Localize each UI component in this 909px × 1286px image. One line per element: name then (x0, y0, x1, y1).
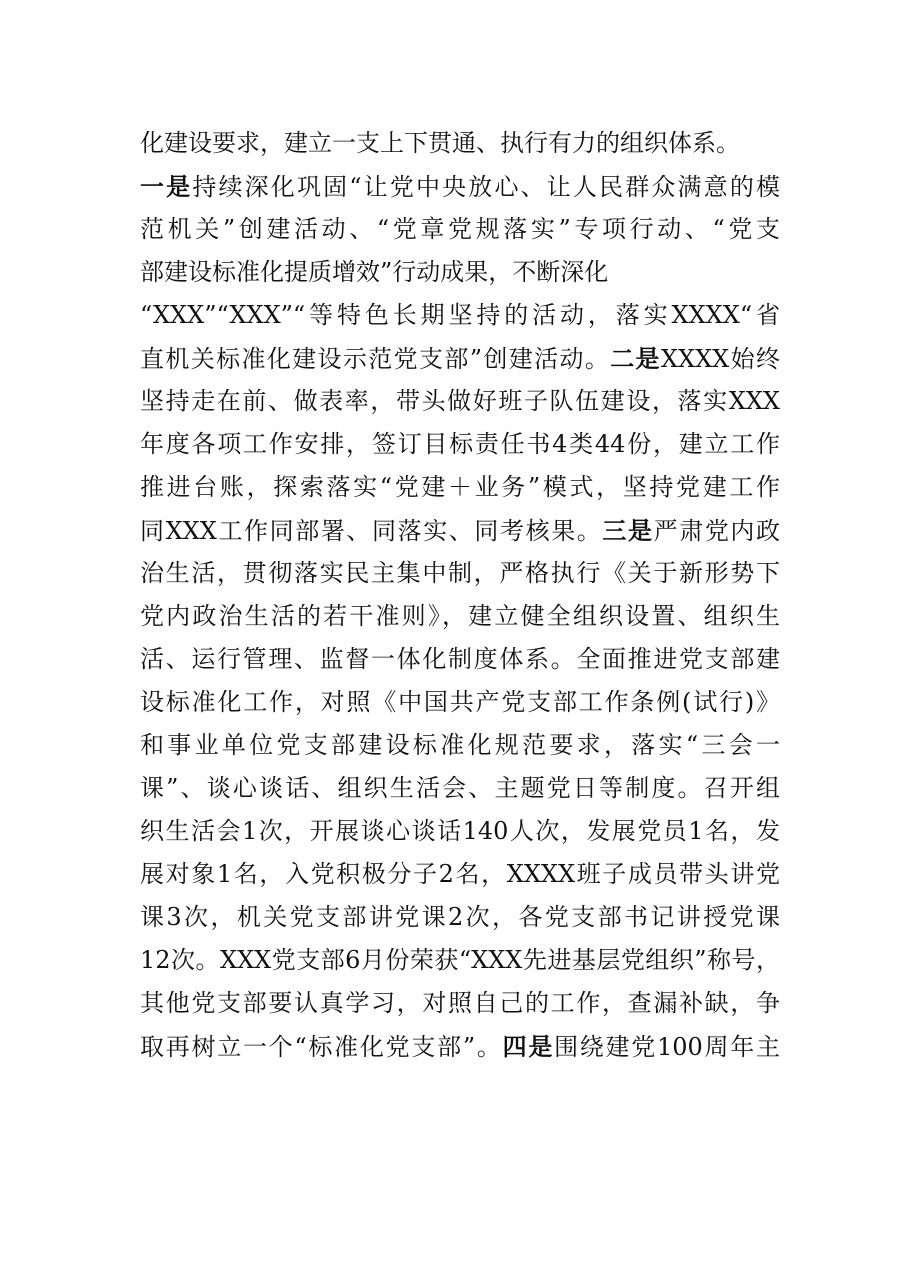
text-line (140, 251, 780, 294)
text-run: 范机关”创建活动、“党章党规落实”专项行动、“党支 (140, 215, 780, 243)
text-line (140, 939, 780, 982)
text-run: 和事业单位党支部建设标准化规范要求，落实“三会一 (140, 731, 780, 759)
text-run: 化建设要求，建立一支上下贯通、执行有力的组织体系。 (140, 129, 740, 157)
bold-run: 四是 (502, 1032, 555, 1061)
bold-run: 二是 (610, 344, 661, 373)
text-run: 推进台账，探索落实“党建＋业务”模式，坚持党建工作 (140, 473, 780, 501)
text-run: 同XXX工作同部署、同落实、同考核果。 (140, 517, 603, 545)
text-line (140, 810, 780, 853)
text-run: 设标准化工作，对照《中国共产党支部工作条例(试行)》 (140, 688, 780, 716)
text-line (140, 380, 780, 423)
text-run: 部建设标准化提质增效”行动成果，不断深化 (140, 258, 609, 286)
bold-run: 一是 (140, 172, 193, 201)
text-line (140, 681, 780, 724)
text-line (140, 466, 780, 509)
text-run: 治生活，贯彻落实民主集中制，严格执行《关于新形势下 (140, 559, 780, 587)
text-line (140, 767, 780, 810)
text-line (140, 208, 780, 251)
text-run: 展对象1名，入党积极分子2名，XXXX班子成员带头讲党 (140, 860, 780, 888)
text-line (140, 1025, 780, 1068)
text-line (140, 638, 780, 681)
text-line (140, 509, 780, 552)
text-run: 课”、谈心谈话、组织生活会、主题党日等制度。召开组 (140, 774, 780, 802)
text-run: 坚持走在前、做表率，带头做好班子队伍建设，落实XXX (140, 387, 780, 415)
text-run: 直机关标准化建设示范党支部”创建活动。 (140, 345, 611, 373)
text-run: 取再树立一个“标准化党支部”。 (140, 1033, 503, 1061)
text-line (140, 982, 780, 1025)
text-line (140, 423, 780, 466)
text-run: 持续深化巩固“让党中央放心、让人民群众满意的模 (192, 173, 780, 201)
text-line (140, 724, 780, 767)
text-run: 12次。XXX党支部6月份荣获“XXX先进基层党组织”称号， (140, 946, 780, 974)
text-run: 党内政治生活的若干准则》，建立健全组织设置、组织生 (140, 602, 780, 630)
text-run: XXXX始终 (660, 345, 780, 373)
text-line (140, 337, 780, 380)
text-run: “XXX”“XXX”“等特色长期坚持的活动，落实XXXX“省 (140, 301, 780, 329)
text-line (140, 853, 780, 896)
text-run: 课3次，机关党支部讲党课2次，各党支部书记讲授党课 (140, 903, 780, 931)
text-run: 年度各项工作安排，签订目标责任书4类44份，建立工作 (140, 430, 780, 458)
text-line (140, 294, 780, 337)
bold-run: 三是 (602, 516, 654, 545)
text-line (140, 896, 780, 939)
body-text (140, 122, 780, 1068)
text-line (140, 165, 780, 208)
text-run: 严肃党内政 (653, 517, 781, 545)
text-run: 织生活会1次，开展谈心谈话140人次，发展党员1名，发 (140, 817, 780, 845)
text-run: 其他党支部要认真学习，对照自己的工作，查漏补缺，争 (140, 989, 780, 1017)
text-line (140, 552, 780, 595)
text-line (140, 122, 780, 165)
text-run: 活、运行管理、监督一体化制度体系。全面推进党支部建 (140, 645, 780, 673)
text-run: 围绕建党100周年主 (554, 1033, 781, 1061)
text-line (140, 595, 780, 638)
